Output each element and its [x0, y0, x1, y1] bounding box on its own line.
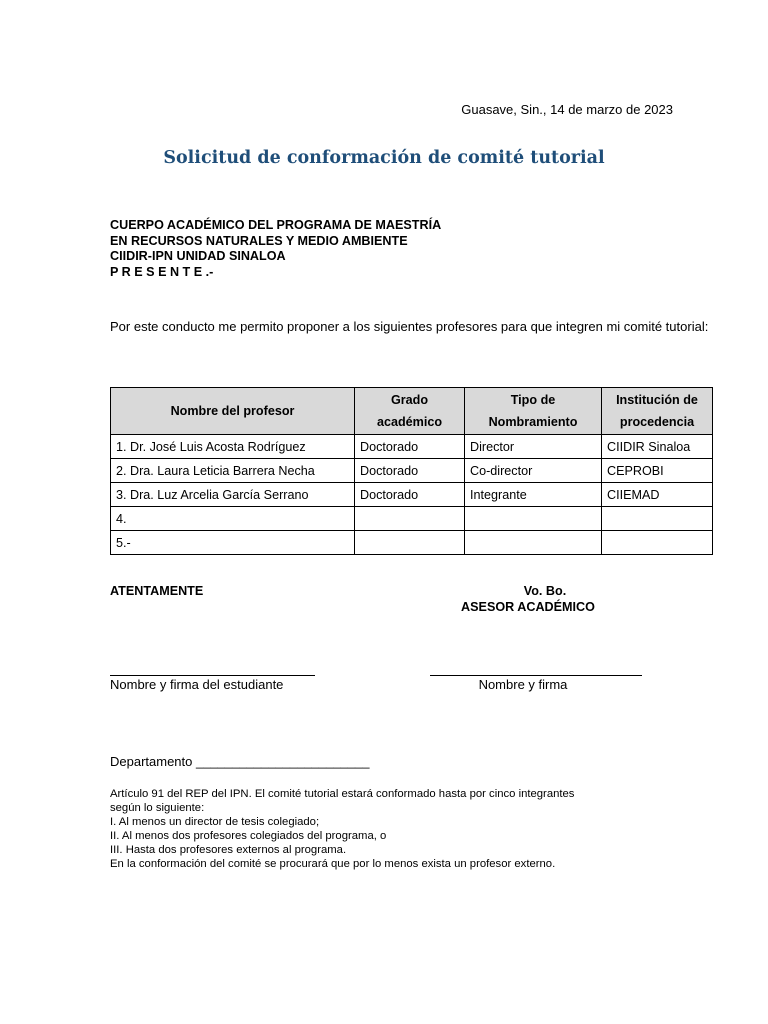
addressee-line: EN RECURSOS NATURALES Y MEDIO AMBIENTE — [110, 233, 408, 248]
table-header-row — [111, 388, 713, 435]
closing-heading: ATENTAMENTE — [110, 584, 204, 598]
table-cell — [465, 531, 602, 555]
header-cell: Institución de procedencia — [602, 388, 713, 435]
table-cell — [602, 507, 713, 531]
table-cell — [465, 507, 602, 531]
header-cell: Grado académico — [355, 388, 465, 435]
addressee-block — [110, 218, 441, 280]
advisor-heading: ASESOR ACADÉMICO — [461, 600, 595, 614]
table-row — [111, 459, 713, 483]
table-cell: 5.- — [111, 531, 355, 555]
advisor-signature-line — [430, 675, 642, 676]
advisor-signature-caption: Nombre y firma — [478, 677, 568, 692]
table-cell: Director — [465, 435, 602, 459]
table-row — [111, 483, 713, 507]
addressee-line: P R E S E N T E .- — [110, 264, 214, 279]
document-date: Guasave, Sin., 14 de marzo de 2023 — [461, 102, 673, 117]
footnote-line: Artículo 91 del REP del IPN. El comité tutorial estará conformado hasta por cinco integrantes — [110, 788, 575, 800]
footnote-line: I. Al menos un director de tesis colegiado; — [110, 816, 320, 828]
table-cell: Doctorado — [355, 483, 465, 507]
document-title: Solicitud de conformación de comité tutorial — [163, 148, 605, 168]
table-cell: Co-director — [465, 459, 602, 483]
table-cell: 1. Dr. José Luis Acosta Rodríguez — [111, 435, 355, 459]
table-cell: Doctorado — [355, 435, 465, 459]
vobo-heading: Vo. Bo. — [523, 584, 567, 598]
intro-paragraph: Por este conducto me permito proponer a los siguientes profesores para que integren mi comité tutorial: — [110, 319, 709, 334]
footnote-line: II. Al menos dos profesores colegiados del programa, o — [110, 830, 387, 842]
header-cell: Tipo de Nombramiento — [465, 388, 602, 435]
table-row — [111, 507, 713, 531]
table-cell: 3. Dra. Luz Arcelia García Serrano — [111, 483, 355, 507]
header-cell: Nombre del profesor — [111, 388, 355, 435]
regulation-footnote — [110, 787, 670, 871]
table-cell: Integrante — [465, 483, 602, 507]
table-row — [111, 435, 713, 459]
committee-table — [110, 387, 713, 555]
table-cell: 4. — [111, 507, 355, 531]
department-field: Departamento ________________________ — [110, 754, 370, 769]
table-cell — [355, 531, 465, 555]
addressee-line: CUERPO ACADÉMICO DEL PROGRAMA DE MAESTRÍA — [110, 218, 442, 232]
footnote-line: según lo siguiente: — [110, 802, 205, 814]
table-cell — [355, 507, 465, 531]
table-cell: CEPROBI — [602, 459, 713, 483]
table-cell: Doctorado — [355, 459, 465, 483]
table-cell: 2. Dra. Laura Leticia Barrera Necha — [111, 459, 355, 483]
table-cell: CIIDIR Sinaloa — [602, 435, 713, 459]
footnote-line: III. Hasta dos profesores externos al programa. — [110, 844, 347, 856]
table-cell: CIIEMAD — [602, 483, 713, 507]
table-row — [111, 531, 713, 555]
table-cell — [602, 531, 713, 555]
addressee-line: CIIDIR-IPN UNIDAD SINALOA — [110, 249, 286, 263]
student-signature-line — [110, 675, 315, 676]
footnote-line: En la conformación del comité se procurará que por lo menos exista un profesor externo. — [110, 858, 556, 870]
student-signature-caption: Nombre y firma del estudiante — [110, 677, 284, 692]
